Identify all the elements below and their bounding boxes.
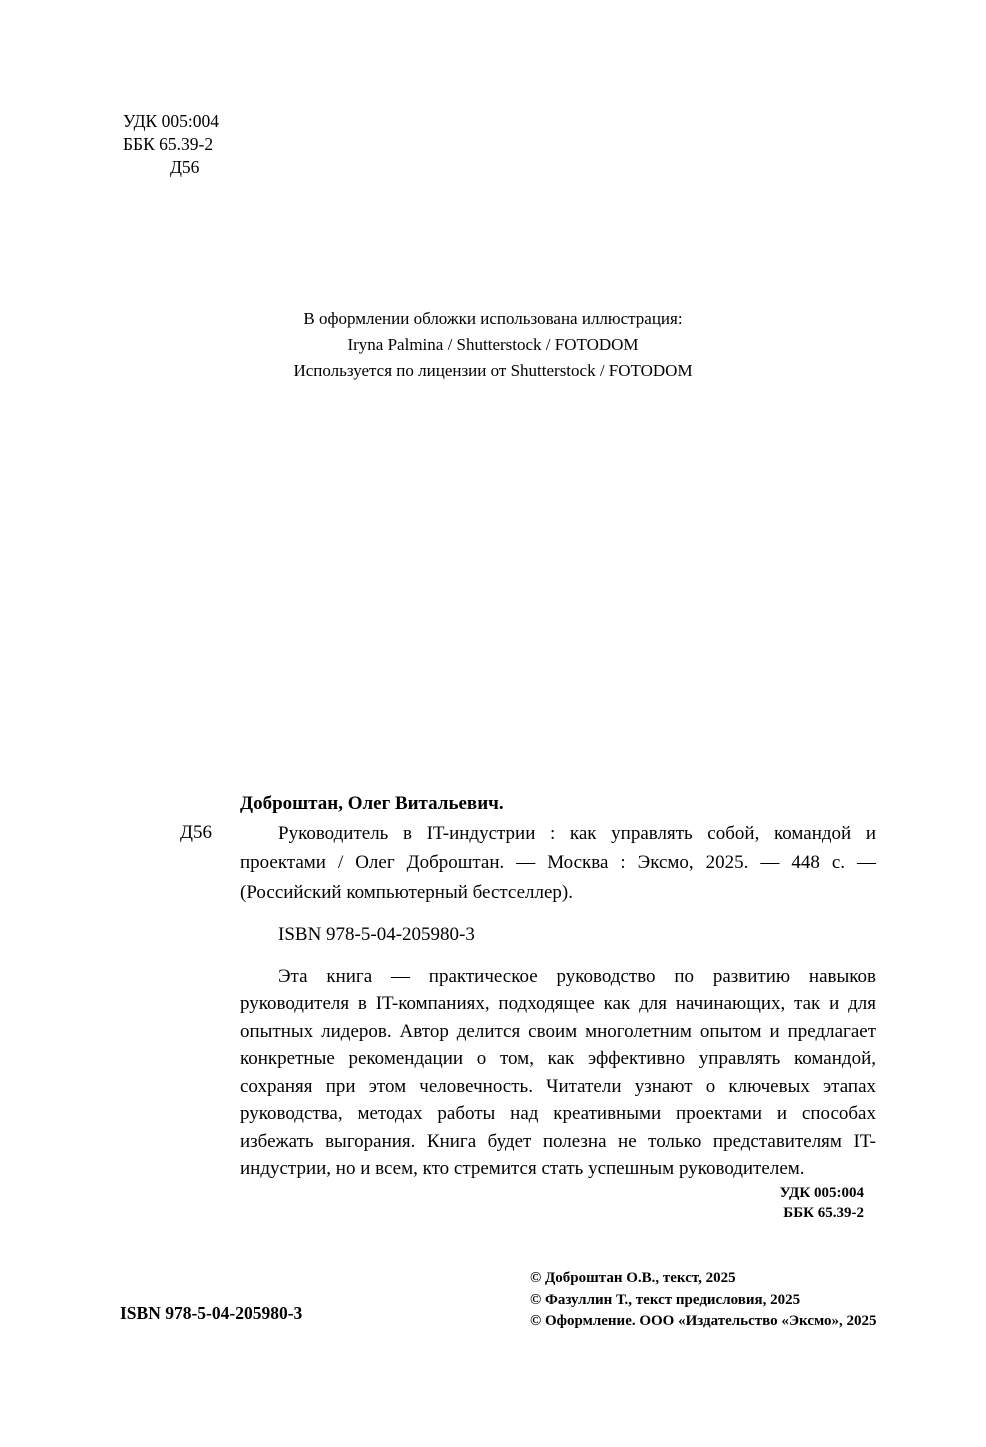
footer-isbn: ISBN 978-5-04-205980-3 xyxy=(120,1303,303,1323)
catalog-card xyxy=(240,789,876,1183)
udk-code-top: УДК 005:004 xyxy=(123,111,219,131)
cover-credit-line-2: Iryna Palmina / Shutterstock / FOTODOM xyxy=(347,335,639,354)
classification-codes-right xyxy=(780,1183,864,1223)
copyright-line-foreword: © Фазуллин Т., текст предисловия, 2025 xyxy=(530,1291,801,1308)
classification-codes-top xyxy=(123,110,219,179)
copyright-line-author: © Доброштан О.В., текст, 2025 xyxy=(530,1270,736,1286)
author-sign-code-margin: Д56 xyxy=(180,822,212,843)
copyright-block xyxy=(530,1268,877,1333)
catalog-description: Руководитель в IT-индустрии : как управлять собой, командой и проектами / Олег Доброштан. — Москва : Эксмо, 2025. — 448 с. — (Российский компьютерный бестселлер). xyxy=(240,822,876,903)
book-annotation: Эта книга — практическое руководство по развитию навыков руководителя в IT-компаниях, подходящее как для начинающих, так и для опытных лидеров. Автор делится своим многолетним опытом и предлагает конкретные рекомендации о том, как эффективно управлять командой, сохраняя при этом человечность. Читатели узнают о ключевых этапах руководства, методах работы над креативными проектами и способах избежать выгорания. Книга будет полезна не только представителям IT-индустрии, но и всем, кто стремится стать успешным руководителем. xyxy=(240,965,876,1179)
cover-credit-line-3: Используется по лицензии от Shutterstock / FOTODOM xyxy=(293,361,693,380)
bbk-code-right: ББК 65.39-2 xyxy=(783,1205,864,1221)
udk-code-right: УДК 005:004 xyxy=(779,1185,864,1201)
catalog-author: Доброштан, Олег Витальевич. xyxy=(240,793,504,814)
cover-illustration-credit xyxy=(0,306,986,384)
catalog-isbn: ISBN 978-5-04-205980-3 xyxy=(278,924,475,945)
cover-credit-line-1: В оформлении обложки использована иллюстрация: xyxy=(303,309,683,328)
bbk-code-top: ББК 65.39-2 xyxy=(123,134,214,154)
copyright-line-publisher: © Оформление. ООО «Издательство «Эксмо», 2025 xyxy=(530,1313,877,1329)
author-sign-code-top: Д56 xyxy=(170,157,200,177)
